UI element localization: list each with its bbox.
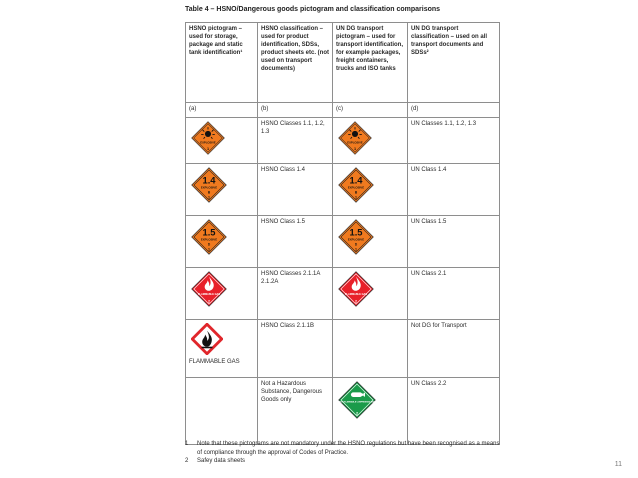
table-title: Table 4 – HSNO/Dangerous goods pictogram and classification comparisons <box>185 6 441 13</box>
svg-text:B: B <box>207 190 211 195</box>
hsno-class-cell: HSNO Classes 2.1.1A 2.1.2A <box>258 268 333 320</box>
svg-text:EXPLOSIVE: EXPLOSIVE <box>200 237 218 242</box>
hsno-class-cell: HSNO Class 2.1.1B <box>258 320 333 378</box>
svg-text:1: 1 <box>353 147 357 152</box>
svg-text:1.5: 1.5 <box>349 227 363 238</box>
table-row <box>186 378 500 445</box>
hsno-pictogram-cell <box>186 164 258 216</box>
column-letter: (d) <box>408 103 500 118</box>
flammable-gas-icon <box>191 271 227 307</box>
un-class-cell: UN Class 1.4 <box>408 164 500 216</box>
svg-text:FLAMMABLE GAS: FLAMMABLE GAS <box>344 293 368 297</box>
explosive-1-4-icon <box>191 167 227 203</box>
column-letter: (b) <box>258 103 333 118</box>
hsno-class-cell: Not a Hazardous Substance, Dangerous Goods only <box>258 378 333 445</box>
svg-text:EXPLOSIVE: EXPLOSIVE <box>347 185 365 190</box>
hsno-pictogram-cell <box>186 320 258 378</box>
header-un-classification: UN DG transport classification – used on all transport documents and SDSs² <box>408 23 500 103</box>
svg-text:EXPLOSIVE: EXPLOSIVE <box>200 141 216 145</box>
footnote <box>185 457 505 466</box>
un-pictogram-cell <box>333 216 408 268</box>
un-class-cell: Not DG for Transport <box>408 320 500 378</box>
explosive-1-5-icon <box>338 219 374 255</box>
ghs-flame-icon <box>191 323 223 355</box>
svg-text:NON-FLAMMABLE COMPRESSED GAS: NON-FLAMMABLE COMPRESSED GAS <box>339 401 375 404</box>
flammable-gas-icon <box>338 271 374 307</box>
svg-text:2: 2 <box>208 299 210 304</box>
hsno-pictogram-cell <box>186 216 258 268</box>
svg-text:B: B <box>354 190 358 195</box>
svg-text:1.4: 1.4 <box>349 175 363 186</box>
explosive-bomb-icon <box>191 121 225 155</box>
svg-text:1: 1 <box>355 247 357 252</box>
table-row <box>186 216 500 268</box>
footnote-text: Note that these pictograms are not mandatory under the HSNO regulations but have been recognised as a means of compliance through the approval of Codes of Practice. <box>197 441 500 456</box>
un-class-cell: UN Classes 1.1, 1.2, 1.3 <box>408 118 500 164</box>
svg-text:1.4: 1.4 <box>202 175 216 186</box>
explosive-1-4-icon <box>338 167 374 203</box>
column-letter-row <box>186 103 500 118</box>
un-pictogram-cell <box>333 378 408 445</box>
footnote <box>185 440 505 457</box>
un-class-cell: UN Class 2.1 <box>408 268 500 320</box>
table-row <box>186 118 500 164</box>
column-letter: (a) <box>186 103 258 118</box>
hsno-pictogram-cell <box>186 378 258 445</box>
table-header-row <box>186 23 500 103</box>
column-letter: (c) <box>333 103 408 118</box>
header-hsno-pictogram: HSNO pictogram –used for storage, package and static tank identification¹ <box>186 23 258 103</box>
un-pictogram-cell <box>333 268 408 320</box>
svg-text:1: 1 <box>208 247 210 252</box>
table-row <box>186 268 500 320</box>
un-class-cell: UN Class 1.5 <box>408 216 500 268</box>
header-un-pictogram: UN DG transport pictogram – used for transport identification, for example packages, freight containers, trucks and ISO tanks <box>333 23 408 103</box>
footnotes <box>185 440 505 466</box>
header-hsno-classification: HSNO classification – used for product identification, SDSs, product sheets etc. (not used on transport documents) <box>258 23 333 103</box>
footnote-text: Safey data sheets <box>197 458 246 465</box>
explosive-1-5-icon <box>191 219 227 255</box>
flammable-gas-label: FLAMMABLE GAS <box>189 359 240 365</box>
hsno-class-cell: HSNO Classes 1.1, 1.2, 1.3 <box>258 118 333 164</box>
comparison-table <box>185 22 500 445</box>
svg-text:D: D <box>207 242 211 247</box>
hsno-class-cell: HSNO Class 1.5 <box>258 216 333 268</box>
explosive-bomb-icon <box>338 121 372 155</box>
un-class-cell: UN Class 2.2 <box>408 378 500 445</box>
svg-text:1: 1 <box>208 195 210 200</box>
hsno-class-cell: HSNO Class 1.4 <box>258 164 333 216</box>
table-row <box>186 164 500 216</box>
footnote-mark: 2 <box>185 458 189 465</box>
svg-text:EXPLOSIVE: EXPLOSIVE <box>200 185 218 190</box>
footnote-mark: 1 <box>185 441 189 447</box>
un-pictogram-cell <box>333 118 408 164</box>
svg-text:FLAMMABLE GAS: FLAMMABLE GAS <box>197 293 221 297</box>
svg-text:EXPLOSIVE: EXPLOSIVE <box>347 237 365 242</box>
svg-text:1.5: 1.5 <box>202 227 216 238</box>
page-number: 11 <box>614 461 622 468</box>
un-pictogram-cell <box>333 320 408 378</box>
svg-text:1: 1 <box>206 147 210 152</box>
non-flammable-gas-icon <box>338 381 376 419</box>
svg-text:2: 2 <box>355 299 357 304</box>
hsno-pictogram-cell <box>186 268 258 320</box>
svg-text:D: D <box>354 242 358 247</box>
svg-text:2: 2 <box>355 411 359 416</box>
hsno-pictogram-cell <box>186 118 258 164</box>
un-pictogram-cell <box>333 164 408 216</box>
table-row <box>186 320 500 378</box>
svg-text:1: 1 <box>355 195 357 200</box>
svg-text:EXPLOSIVE: EXPLOSIVE <box>347 141 363 145</box>
